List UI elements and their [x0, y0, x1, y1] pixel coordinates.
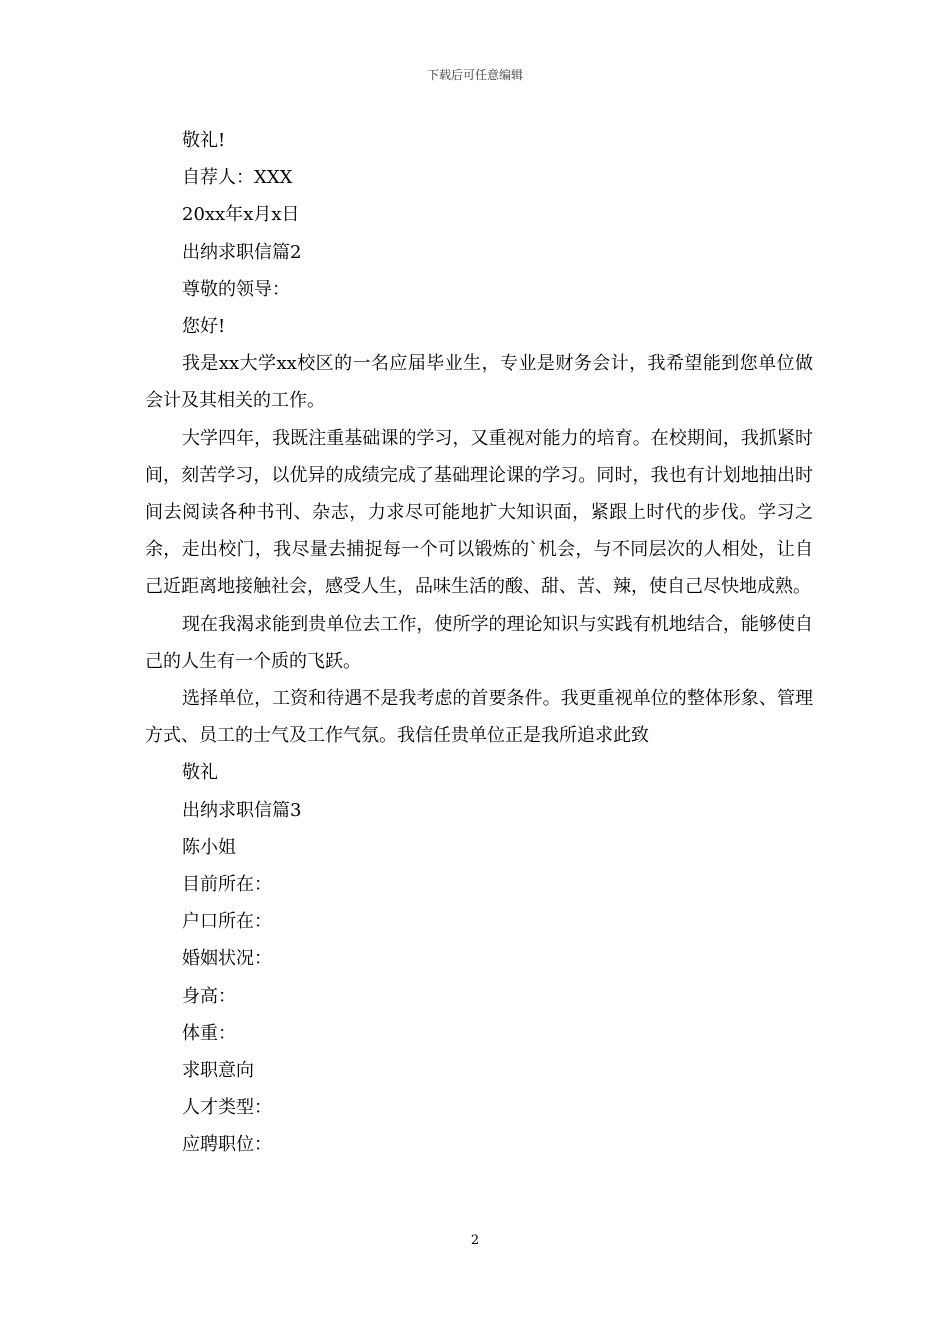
salutation-line: 尊敬的领导： [182, 278, 290, 300]
section-title-2: 出纳求职信篇2 [182, 241, 302, 263]
field-height: 身高： [182, 985, 236, 1007]
closing-line: 敬礼! [182, 130, 226, 151]
closing-line-2: 敬礼 [182, 762, 218, 784]
page-header: 下载后可任意编辑 [426, 68, 523, 82]
paragraph-intro: 我是xx大学xx校区的一名应届毕业生，专业是财务会计，我希望能到您单位做会计及其相关的工作。 [145, 353, 813, 412]
field-talent-type: 人才类型： [182, 1097, 272, 1119]
recommender-line: 自荐人：XXX [182, 167, 293, 189]
paragraph-university: 大学四年，我既注重基础课的学习，又重视对能力的培育。在校期间，我抓紧时间，刻苦学习，以优异的成绩完成了基础理论课的学习。同时，我也有计划地抽出时间去阅读各种书刊、杂志，力求尽可能地扩大知识面，紧跟上时代的步伐。学习之余，走出校门，我尽量去捕捉每一个可以锻炼的`机会，与不同层次的人相处，让自己近距离地接触社会，感受人生，品味生活的酸、甜、苦、辣，使自己尽快地成熟。 [145, 427, 813, 598]
field-job-intention: 求职意向 [182, 1060, 254, 1082]
greeting-line: 您好! [182, 316, 226, 338]
applicant-name: 陈小姐 [182, 836, 236, 858]
paragraph-aspiration: 现在我渴求能到贵单位去工作，使所学的理论知识与实践有机地结合，能够使自己的人生有一个质的飞跃。 [145, 613, 813, 672]
field-position: 应聘职位： [182, 1134, 272, 1156]
field-hukou: 户口所在： [182, 911, 272, 933]
document-body [145, 122, 813, 1164]
date-line: 20xx年x月x日 [182, 204, 300, 226]
field-current-location: 目前所在： [182, 874, 272, 896]
field-marital-status: 婚姻状况： [182, 948, 272, 970]
page-number: 2 [470, 1233, 480, 1248]
field-weight: 体重： [182, 1022, 236, 1044]
section-title-3: 出纳求职信篇3 [182, 799, 302, 821]
paragraph-choice: 选择单位，工资和待遇不是我考虑的首要条件。我更重视单位的整体形象、管理方式、员工的士气及工作气氛。我信任贵单位正是我所追求此致 [145, 688, 813, 747]
